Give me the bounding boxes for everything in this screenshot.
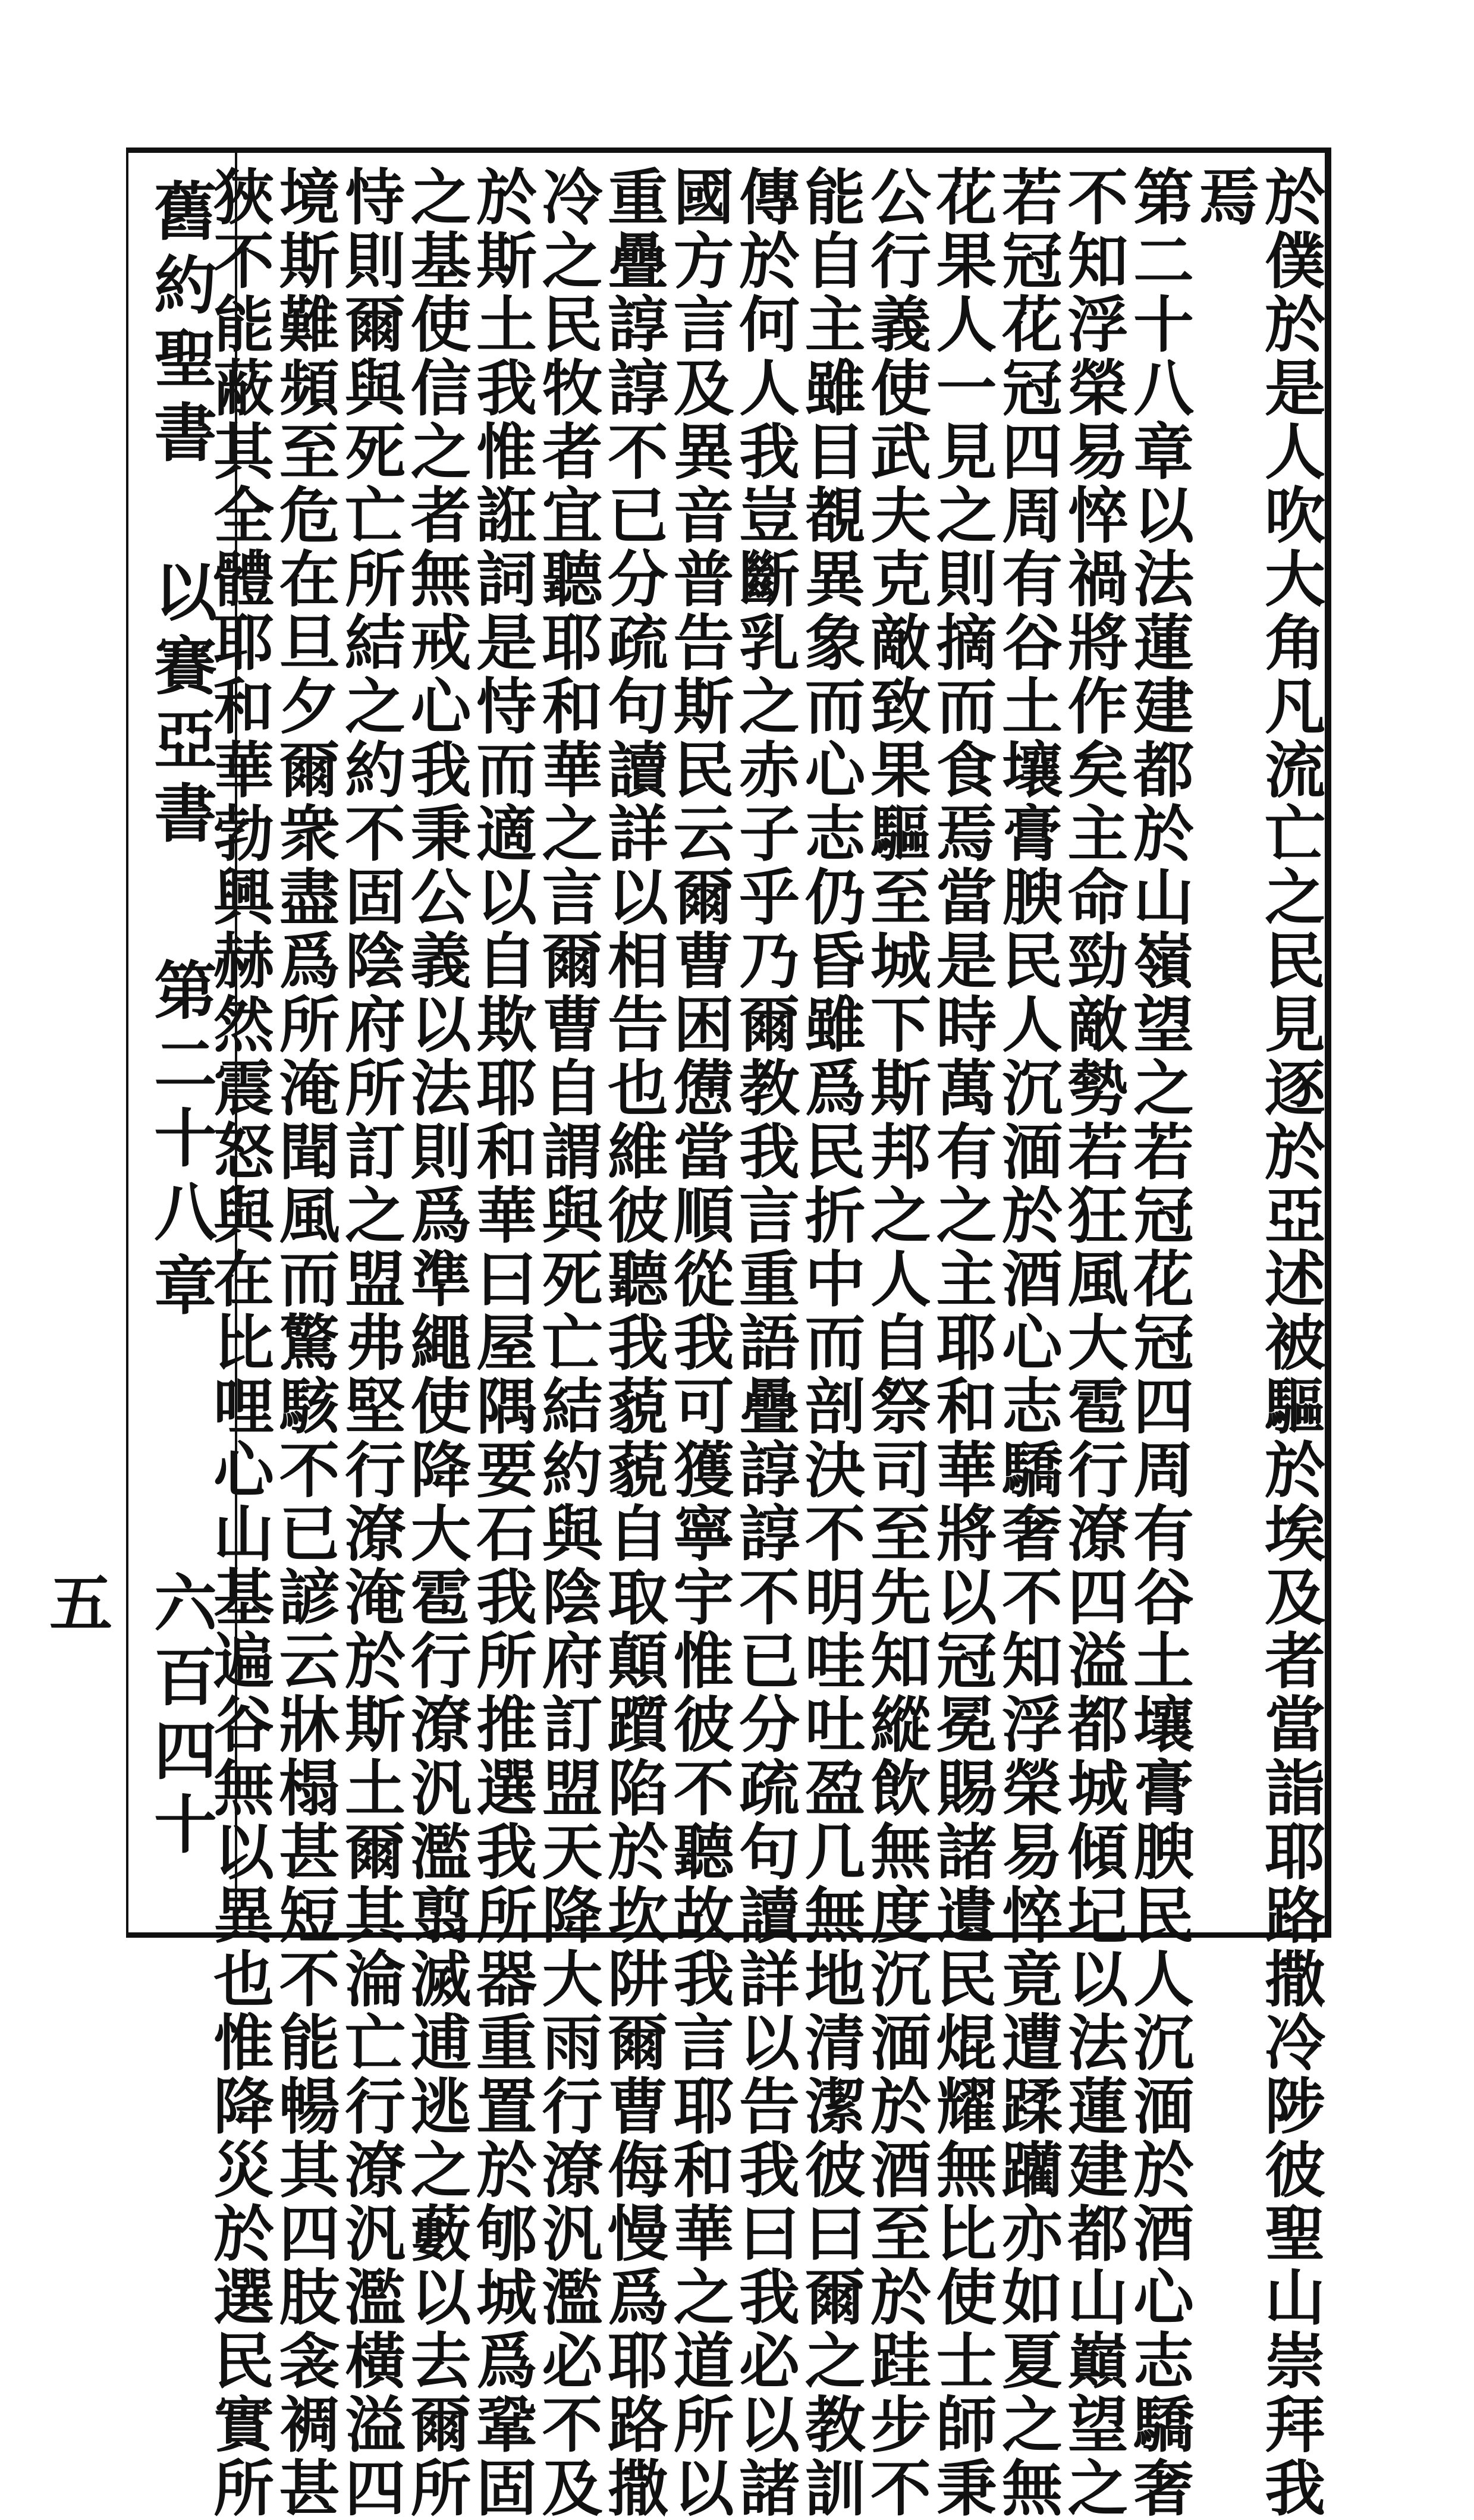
scripture-body xyxy=(203,165,1326,2520)
text-column: 於斯土我惟誑詞是恃而適以自欺耶和華曰屋隅要石我所推選我所器重置於郇城爲鞏固 xyxy=(466,165,538,2520)
text-column: 於僕於是人吹大角凡流亡之民見逐於亞述被驅於埃及者當詣耶路撒冷陟彼聖山崇拜我 xyxy=(1255,165,1326,2520)
text-column: 傳於何人我豈斷乳之赤子乎乃爾教我言重語疊諄諄不已分疏句讀詳以告我曰我必以諸 xyxy=(729,165,800,2520)
text-column: 重疊諄諄不已分疏句讀詳以相告也維彼聽我藐藐自取顛躓陷於坎阱爾曹侮慢爲耶路撒 xyxy=(598,165,669,2520)
book-title: 舊約聖書 xyxy=(144,178,218,473)
text-column: 冷之民牧者宜聽耶和華之言爾曹自謂與死亡結約與陰府訂盟天降大雨行潦汎濫必不及 xyxy=(532,165,604,2520)
book-name: 以賽亞書 xyxy=(144,559,218,854)
text-column: 國方言及異音普告斯民云爾曹困憊當順從我可獲寧宇惟彼不聽故我言耶和華之道所以 xyxy=(663,165,735,2520)
text-column: 公行義使武夫克敵致果驅至城下斯邦之人自祭司至先知縱飲無度沉湎於酒至於跬步不 xyxy=(860,165,932,2520)
text-column: 境斯難頻至危在旦夕爾衆盡爲所淹聞風而驚駭不已諺云牀榻甚短不能暢其四肢衾裯甚 xyxy=(269,165,341,2520)
chapter-label: 第二十八章 xyxy=(144,958,218,1326)
text-column: 狹不能蔽其全體耶和華勃興赫然震怒與在比哩心山基遍谷無以異也惟降災於選民實所 xyxy=(203,165,275,2520)
text-column: 能自主雖目覩異象而心志仍昏雖爲民折中而剖決不明哇吐盈几無地清潔彼曰爾之教訓 xyxy=(794,165,866,2520)
text-column: 之基使信之者無戒心我秉公義以法則爲準繩使降大雹行潦汎濫翦滅逋逃之藪以去爾所 xyxy=(400,165,472,2520)
text-column: 第二十八章以法蓮建都於山嶺望之若冠花冠四周有谷土壤膏腴民人沉湎於酒心志驕奢 xyxy=(1123,165,1195,2520)
text-column: 不知浮榮易悴禍將作矣主命勁敵勢若狂風大雹行潦四溢都城傾圮以法蓮建都山巔望之 xyxy=(1057,165,1129,2520)
text-column: 若冠花冠四周有谷土壤膏腴民人沉湎於酒心志驕奢不知浮榮易悴竟遭蹂躪亦如夏之無 xyxy=(992,165,1063,2520)
text-column: 焉 xyxy=(1189,165,1261,229)
text-column: 恃則爾與死亡所結之約不固陰府所訂之盟弗堅行潦淹於斯土爾其淪亡行潦汎濫橫溢四 xyxy=(335,165,406,2520)
page-number: 六百四十五 xyxy=(39,1570,218,1865)
text-column: 花果人一見之則摘而食焉當是時萬有之主耶和華將以冠冕賜諸遺民焜耀無比使士師秉 xyxy=(926,165,998,2520)
